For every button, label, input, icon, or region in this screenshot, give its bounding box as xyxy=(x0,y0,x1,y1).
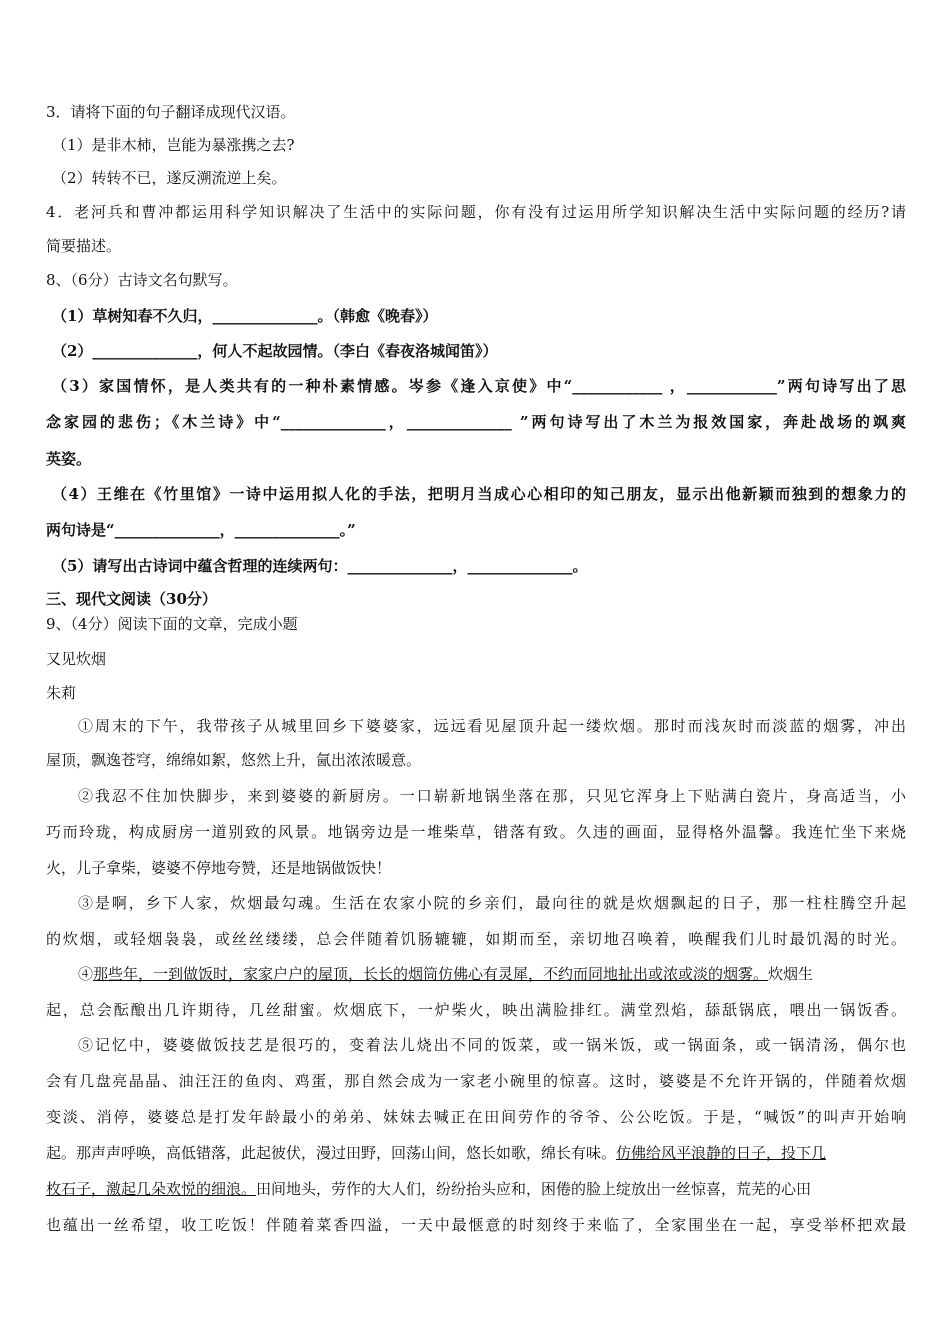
q8-line-4: 念家园的悲伤；《木兰诗》中“______________，______________ ”两句诗写出了木兰为报效国家，奔赴战场的飒爽 xyxy=(46,413,906,431)
p5-line-6: 也蕴出一丝希望，收工吃饭！伴随着菜香四溢，一天中最惬意的时刻终于来临了，全家围坐在一起，享受举杯把欢最 xyxy=(46,1216,906,1234)
p5-line-3: 变淡、消停，婆婆总是打发年龄最小的弟弟、妹妹去喊正在田间劳作的爷爷、公公吃饭。于是，“喊饭”的叫声开始响 xyxy=(46,1108,906,1126)
q3-stem: 3．请将下面的句子翻译成现代汉语。 xyxy=(46,103,296,121)
q3-item-1: （1）是非木柿，岂能为暴涨携之去? xyxy=(52,136,295,154)
q8-line-1: （1）草树知春不久归，______________。（韩愈《晚春》） xyxy=(52,307,438,325)
q3-item-2: （2）转转不已，遂反溯流逆上矣。 xyxy=(52,169,287,187)
article-title: 又见炊烟 xyxy=(46,650,107,668)
q8-line-6: （4）王维在《竹里馆》一诗中运用拟人化的手法，把明月当成心心相印的知己朋友，显示出他新颖而独到的想象力的 xyxy=(52,485,906,503)
p5-line-4-underlined: 仿佛给风平浪静的日子，投下几 xyxy=(616,1144,827,1162)
q8-title xyxy=(46,270,906,290)
p4-line-2: 起，总会酝酿出几许期待，几丝甜蜜。炊烟底下，一炉柴火，映出满脸排红。满堂烈焰，舔舐锅底，喂出一锅饭香。 xyxy=(46,1001,906,1019)
p4-rest: 炊烟生 xyxy=(768,965,814,983)
p5-line-4-plain: 起。那声声呼唤，高低错落，此起彼伏，漫过田野，回荡山间，悠长如歌，绵长有味。 xyxy=(46,1144,617,1162)
q8-line-3: （3）家国情怀，是人类共有的一种朴素情感。岑参《逢入京使》中“____________ ，____________”两句诗写出了思 xyxy=(52,377,906,395)
p4-underlined-sentence: 那些年，一到做饭时，家家户户的屋顶，长长的烟筒仿佛心有灵犀，不约而同地扯出或浓或淡的烟雾。 xyxy=(93,965,769,983)
p2-line-2: 巧而玲珑，构成厨房一道别致的风景。地锅旁边是一堆柴草，错落有致。久违的画面，显得格外温馨。我连忙坐下来烧 xyxy=(46,823,906,841)
p5-line-2: 会有几盘亮晶晶、油汪汪的鱼肉、鸡蛋，那自然会成为一家老小碗里的惊喜。这时，婆婆是不允许开锅的，伴随着炊烟 xyxy=(46,1072,906,1090)
p4-marker: ④ xyxy=(78,965,94,983)
q8-line-2: （2）______________，何人不起故园情。（李白《春夜洛城闻笛》） xyxy=(52,342,498,360)
q8-line-5: 英姿。 xyxy=(46,450,92,468)
p2-line-3: 火，儿子拿柴，婆婆不停地夸赞，还是地锅做饭快！ xyxy=(46,859,392,877)
p1-line-2: 屋顶，飘逸苍穹，绵绵如絮，悠然上升，氤出浓浓暖意。 xyxy=(46,751,422,769)
q8-line-8: （5）请写出古诗词中蕴含哲理的连续两句：______________，______________。 xyxy=(52,557,588,575)
p5-line-5-plain: 田间地头，劳作的大人们，纷纷抬头应和，困倦的脸上绽放出一丝惊喜，荒芜的心田 xyxy=(256,1180,812,1198)
article-author: 朱莉 xyxy=(46,684,77,702)
section3-heading: 三、现代文阅读（30分） xyxy=(46,590,217,608)
q4-line-2: 简要描述。 xyxy=(46,237,122,255)
q8-line-7: 两句诗是“______________，______________。” xyxy=(46,521,356,539)
p3-line-2: 的炊烟，或轻烟袅袅，或丝丝缕缕，总会伴随着饥肠辘辘，如期而至，亲切地召唤着，唤醒我们儿时最饥渴的时光。 xyxy=(46,930,906,948)
p5-line-5 xyxy=(46,1179,906,1199)
p5-line-5-underlined: 枚石子，激起几朵欢悦的细浪。 xyxy=(46,1180,257,1198)
p3-line-1: ③是啊，乡下人家，炊烟最勾魂。生活在农家小院的乡亲们，最向往的就是炊烟飘起的日子，那一柱柱腾空升起 xyxy=(78,894,906,912)
q8-title-text: 8、（6分）古诗文名句默写。 xyxy=(46,271,238,289)
p5-line-1: ⑤记忆中，婆婆做饭技艺是很巧的，变着法儿烧出不同的饭菜，或一锅米饭，或一锅面条，或一锅清汤，偶尔也 xyxy=(78,1036,906,1054)
p1-line-1: ①周末的下午，我带孩子从城里回乡下婆婆家，远远看见屋顶升起一缕炊烟。那时而浅灰时而淡蓝的烟雾，冲出 xyxy=(78,717,906,735)
p5-line-4 xyxy=(46,1143,906,1163)
p2-line-1: ②我忍不住加快脚步，来到婆婆的新厨房。一口崭新地锅坐落在那，只见它浑身上下贴满白瓷片，身高适当，小 xyxy=(78,787,906,805)
q4-line-1: 4．老河兵和曹冲都运用科学知识解决了生活中的实际问题，你有没有过运用所学知识解决生活中实际问题的经历?请 xyxy=(46,203,906,221)
q9-title: 9、（4分）阅读下面的文章，完成小题 xyxy=(46,615,298,633)
p4-line-1 xyxy=(78,964,906,984)
